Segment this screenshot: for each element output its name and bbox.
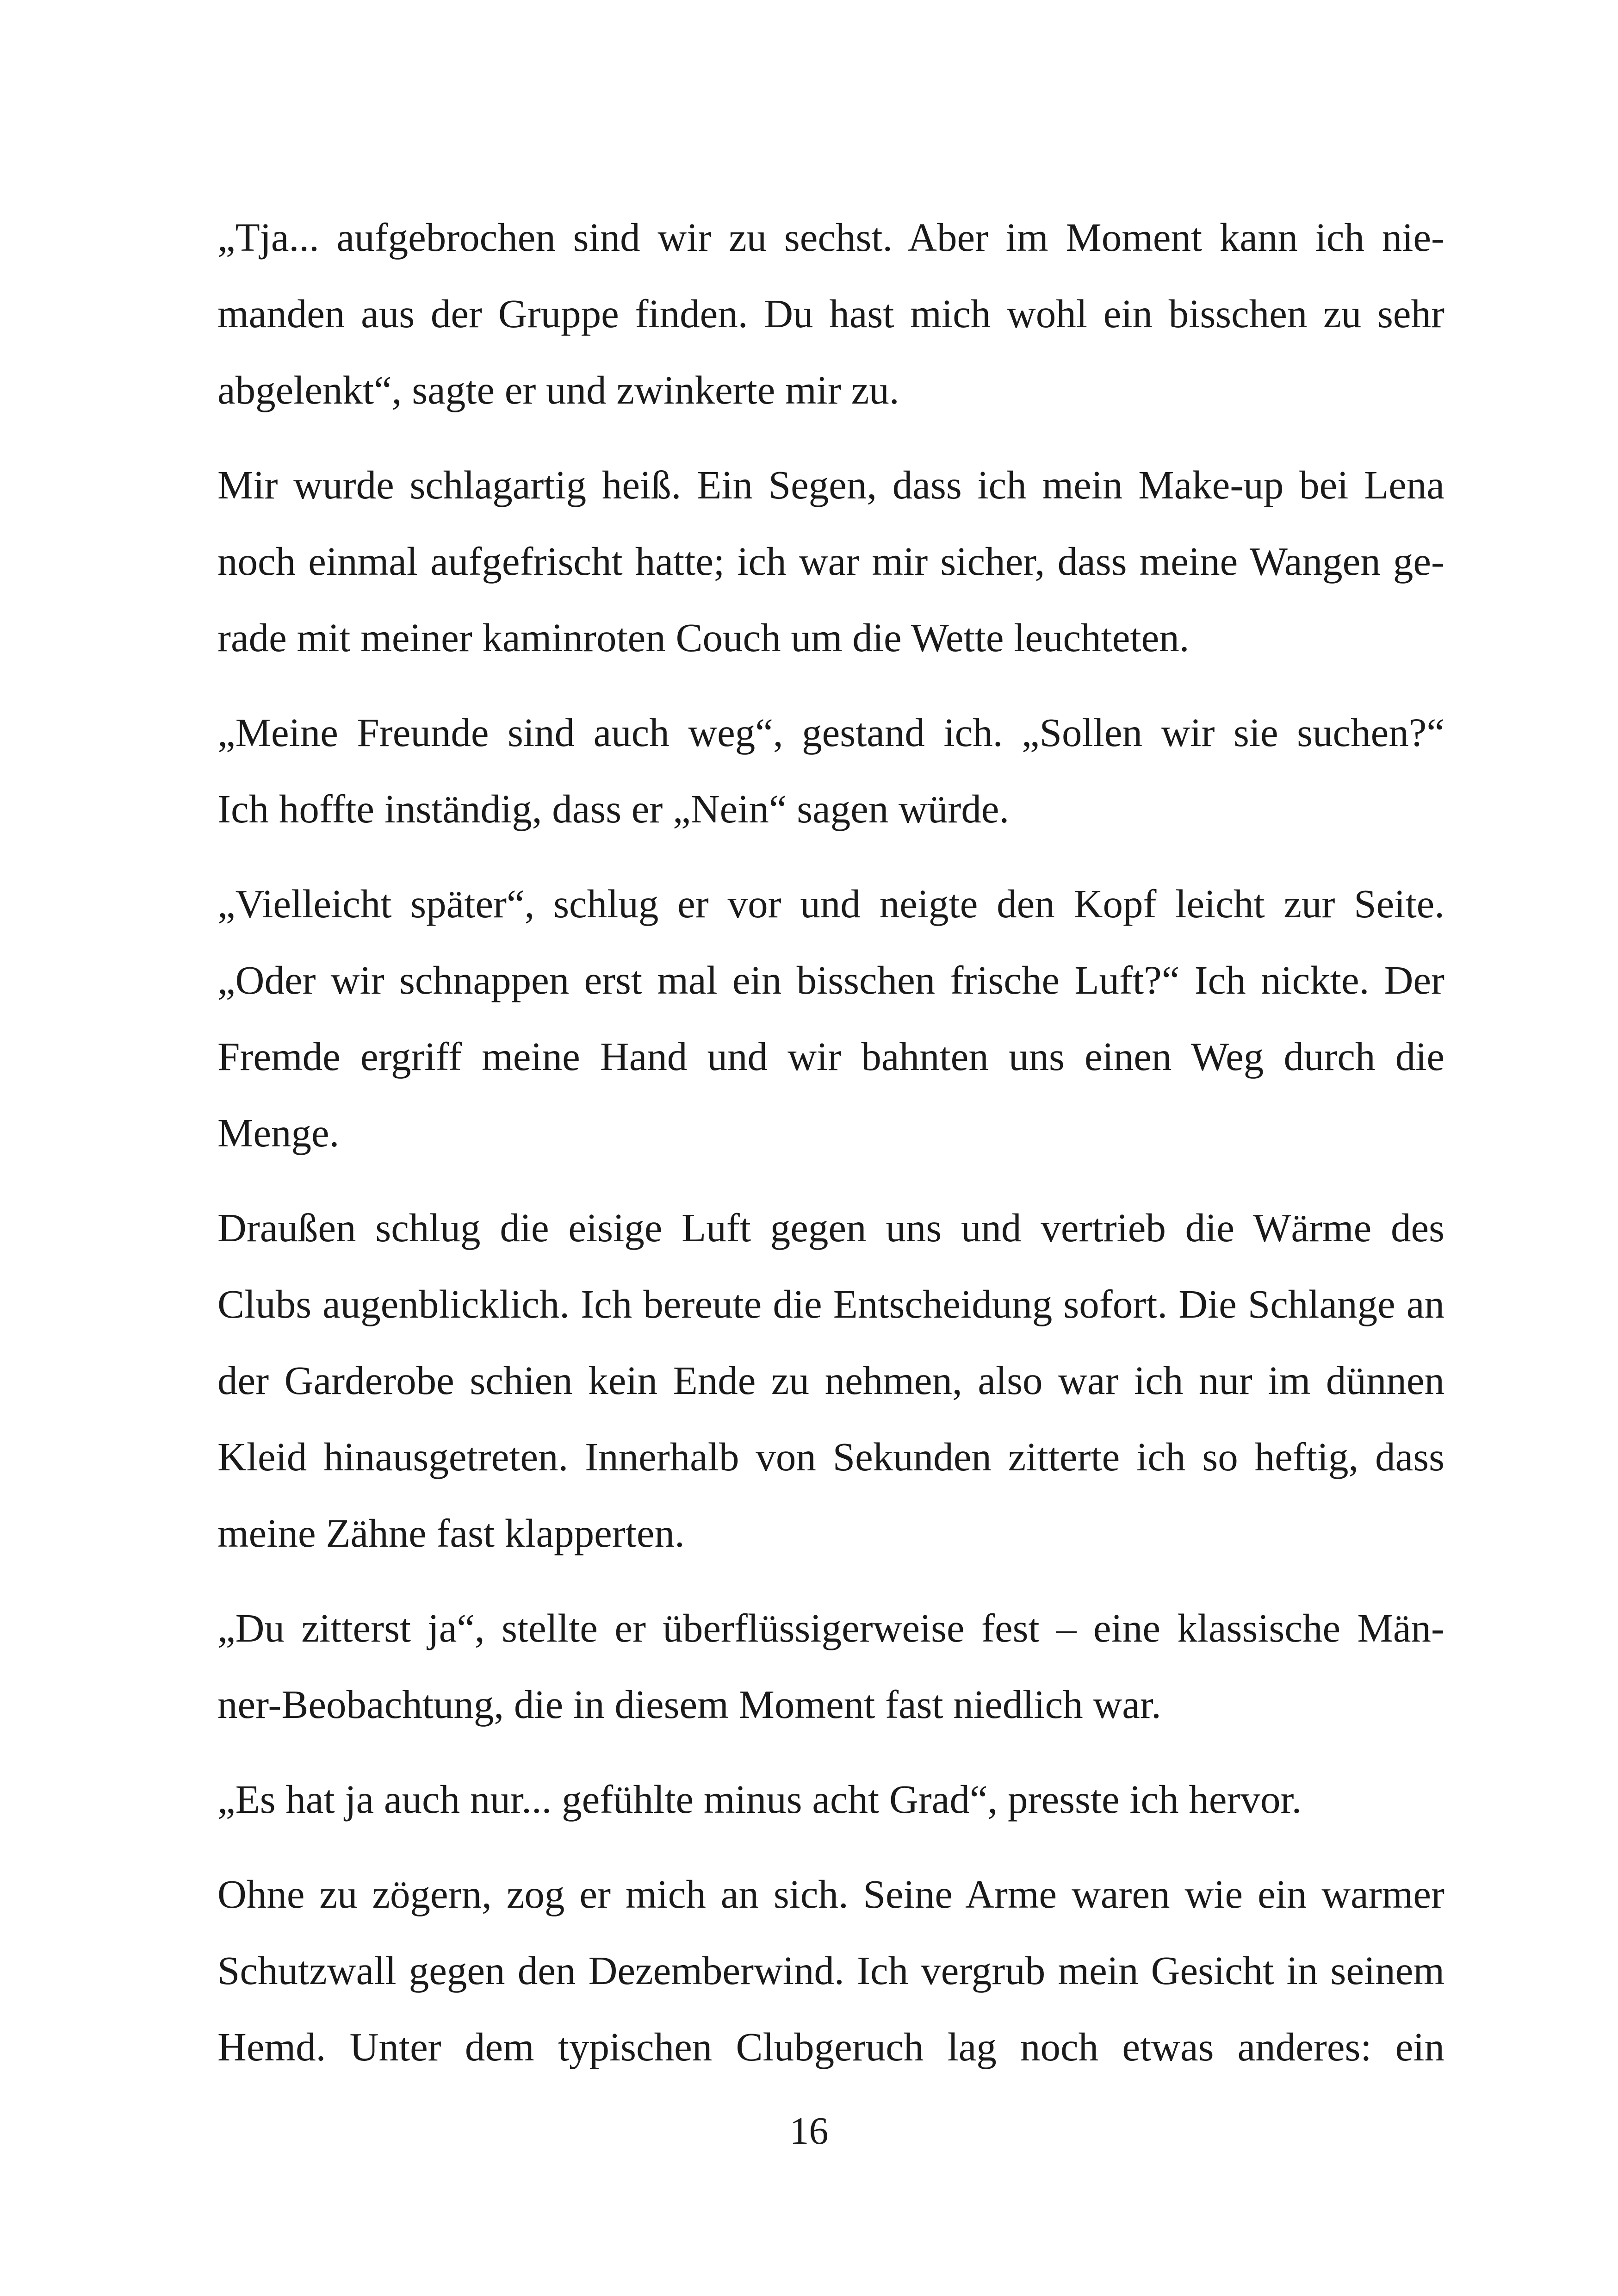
- paragraph: [163, 865, 1444, 1171]
- page-number: 16: [789, 2109, 829, 2153]
- text-line: Mir wurde schlagartig heiß. Ein Segen, dass ich mein Make-up bei Lena: [217, 462, 1444, 507]
- paragraph: [163, 1761, 1444, 1837]
- text-line: Schutzwall gegen den Dezemberwind. Ich vergrub mein Gesicht in seinem: [217, 1948, 1444, 1993]
- paragraph: [163, 1590, 1444, 1742]
- paragraph: [163, 199, 1444, 428]
- paragraph: [163, 694, 1444, 847]
- text-line: ner-Beobachtung, die in diesem Moment fast niedlich war.: [217, 1682, 1161, 1727]
- paragraph: [163, 447, 1444, 676]
- text-line: Kleid hinausgetreten. Innerhalb von Sekunden zitterte ich so heftig, dass: [217, 1434, 1444, 1479]
- text-line: Ich hoffte inständig, dass er „Nein“ sagen würde.: [217, 786, 1010, 831]
- text-line: Menge.: [217, 1110, 340, 1155]
- text-line: Fremde ergriff meine Hand und wir bahnten uns einen Weg durch die: [217, 1034, 1444, 1079]
- text-line: noch einmal aufgefrischt hatte; ich war mir sicher, dass meine Wangen ge-: [217, 539, 1444, 584]
- text-line: meine Zähne fast klapperten.: [217, 1511, 685, 1556]
- paragraph: [163, 1856, 1444, 2085]
- text-line: rade mit meiner kaminroten Couch um die Wette leuchteten.: [217, 615, 1190, 660]
- text-line: „Vielleicht später“, schlug er vor und neigte den Kopf leicht zur Seite.: [217, 881, 1444, 926]
- paragraph: [163, 1189, 1444, 1571]
- text-line: Clubs augenblicklich. Ich bereute die Entscheidung sofort. Die Schlange an: [217, 1282, 1444, 1326]
- text-line: „Oder wir schnappen erst mal ein bisschen frische Luft?“ Ich nickte. Der: [217, 958, 1444, 1002]
- text-line: „Meine Freunde sind auch weg“, gestand ich. „Sollen wir sie suchen?“: [217, 710, 1444, 755]
- text-line: abgelenkt“, sagte er und zwinkerte mir zu.: [217, 367, 899, 412]
- body-text: [163, 199, 1444, 2103]
- text-line: „Es hat ja auch nur... gefühlte minus acht Grad“, presste ich hervor.: [217, 1777, 1302, 1822]
- text-line: Hemd. Unter dem typischen Clubgeruch lag noch etwas anderes: ein: [217, 2024, 1444, 2069]
- text-line: der Garderobe schien kein Ende zu nehmen, also war ich nur im dünnen: [217, 1358, 1444, 1403]
- text-line: Ohne zu zögern, zog er mich an sich. Seine Arme waren wie ein warmer: [217, 1872, 1444, 1916]
- text-line: „Du zitterst ja“, stellte er überflüssigerweise fest – eine klassische Män-: [217, 1605, 1444, 1650]
- text-line: „Tja... aufgebrochen sind wir zu sechst. Aber im Moment kann ich nie-: [217, 215, 1444, 260]
- text-line: Draußen schlug die eisige Luft gegen uns und vertrieb die Wärme des: [217, 1205, 1444, 1250]
- text-line: manden aus der Gruppe finden. Du hast mich wohl ein bisschen zu sehr: [217, 291, 1444, 336]
